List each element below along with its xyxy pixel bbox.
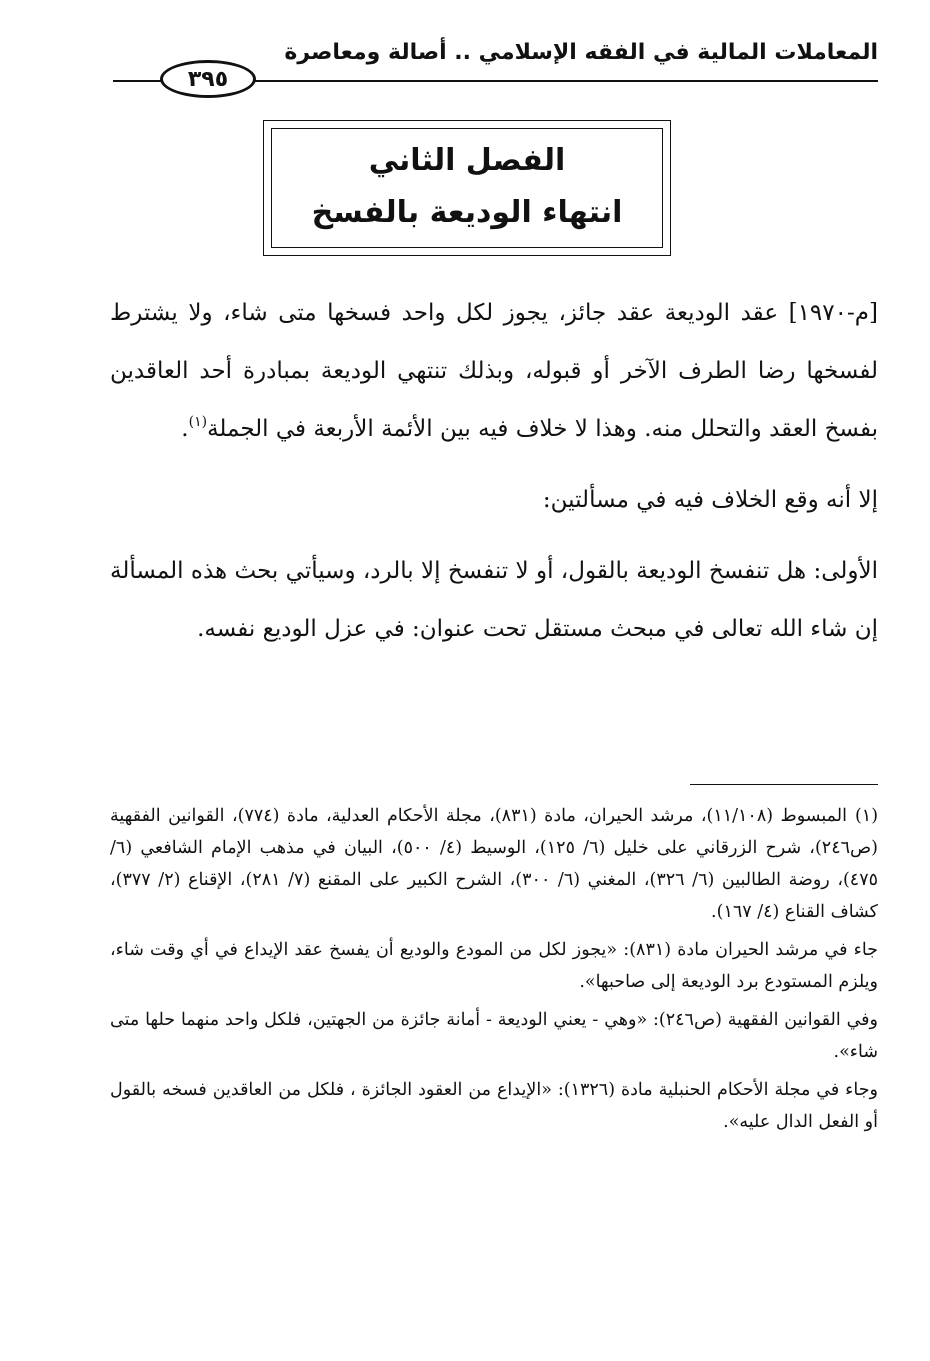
footnote-1-text: المبسوط (١١/١٠٨)، مرشد الحيران، مادة (٨٣١)، مجلة الأحكام العدلية، مادة (٧٧٤)، القوانين الفقهية (ص٢٤٦)، شرح الزرقاني على خليل (٦/ ١٢٥)، الوسيط (٤/ ٥٠٠)، البيان في مذهب الإمام الشافعي (٦/ ٤٧٥)، روضة الطالبين (٦/ ٣٢٦)، المغني (٦/ ٣٠٠)، الشرح الكبير على المقنع (٧/ ٢٨١)، الإقناع (٢/ ٣٧٧)، كشاف القناع (٤/ ١٦٧). — [110, 806, 878, 922]
footnote-quote-1: جاء في مرشد الحيران مادة (٨٣١): «يجوز لكل من المودع والوديع أن يفسخ عقد الإيداع في أي وقت شاء، ويلزم المستودع برد الوديعة إلى صاحبها». — [110, 940, 878, 992]
page-number: ٣٩٥ — [160, 60, 256, 98]
running-header-title: المعاملات المالية في الفقه الإسلامي .. أصالة ومعاصرة — [284, 40, 878, 65]
chapter-heading-box — [263, 120, 671, 256]
paragraph-3: الأولى: هل تنفسخ الوديعة بالقول، أو لا تنفسخ إلا بالرد، وسيأتي بحث هذه المسألة إن شاء الله تعالى في مبحث مستقل تحت عنوان: في عزل الوديع نفسه. — [110, 558, 878, 642]
footnotes — [110, 800, 878, 1138]
chapter-label: الفصل الثاني — [368, 143, 566, 178]
article-number: [م-١٩٧٠] — [788, 300, 878, 326]
footnote-quote-3: وجاء في مجلة الأحكام الحنبلية مادة (١٣٢٦): «الإيداع من العقود الجائزة ، فلكل من العاقدين فسخه بالقول أو الفعل الدال عليه». — [110, 1080, 878, 1132]
footnote-1-mark: (١) — [854, 806, 879, 826]
footnote-separator — [690, 784, 878, 785]
paragraph-1 — [110, 284, 878, 458]
paragraph-2: إلا أنه وقع الخلاف فيه في مسألتين: — [542, 487, 878, 513]
footnote-1 — [110, 800, 878, 928]
chapter-title: انتهاء الوديعة بالفسخ — [311, 195, 623, 230]
footnote-quote-2: وفي القوانين الفقهية (ص٢٤٦): «وهي - يعني الوديعة - أمانة جائزة من الجهتين، فلكل واحد منهما حلها متى شاء». — [110, 1010, 878, 1062]
footnote-reference: (١) — [188, 414, 208, 430]
main-text — [110, 284, 878, 658]
paragraph-1-text: عقد الوديعة عقد جائز، يجوز لكل واحد فسخها متى شاء، ولا يشترط لفسخها رضا الطرف الآخر أو قبوله، وبذلك تنتهي الوديعة بمبادرة أحد العاقدين بفسخ العقد والتحلل منه. وهذا لا خلاف فيه بين الأئمة الأربعة في الجملة — [110, 300, 878, 442]
paragraph-1-end: . — [181, 416, 189, 442]
